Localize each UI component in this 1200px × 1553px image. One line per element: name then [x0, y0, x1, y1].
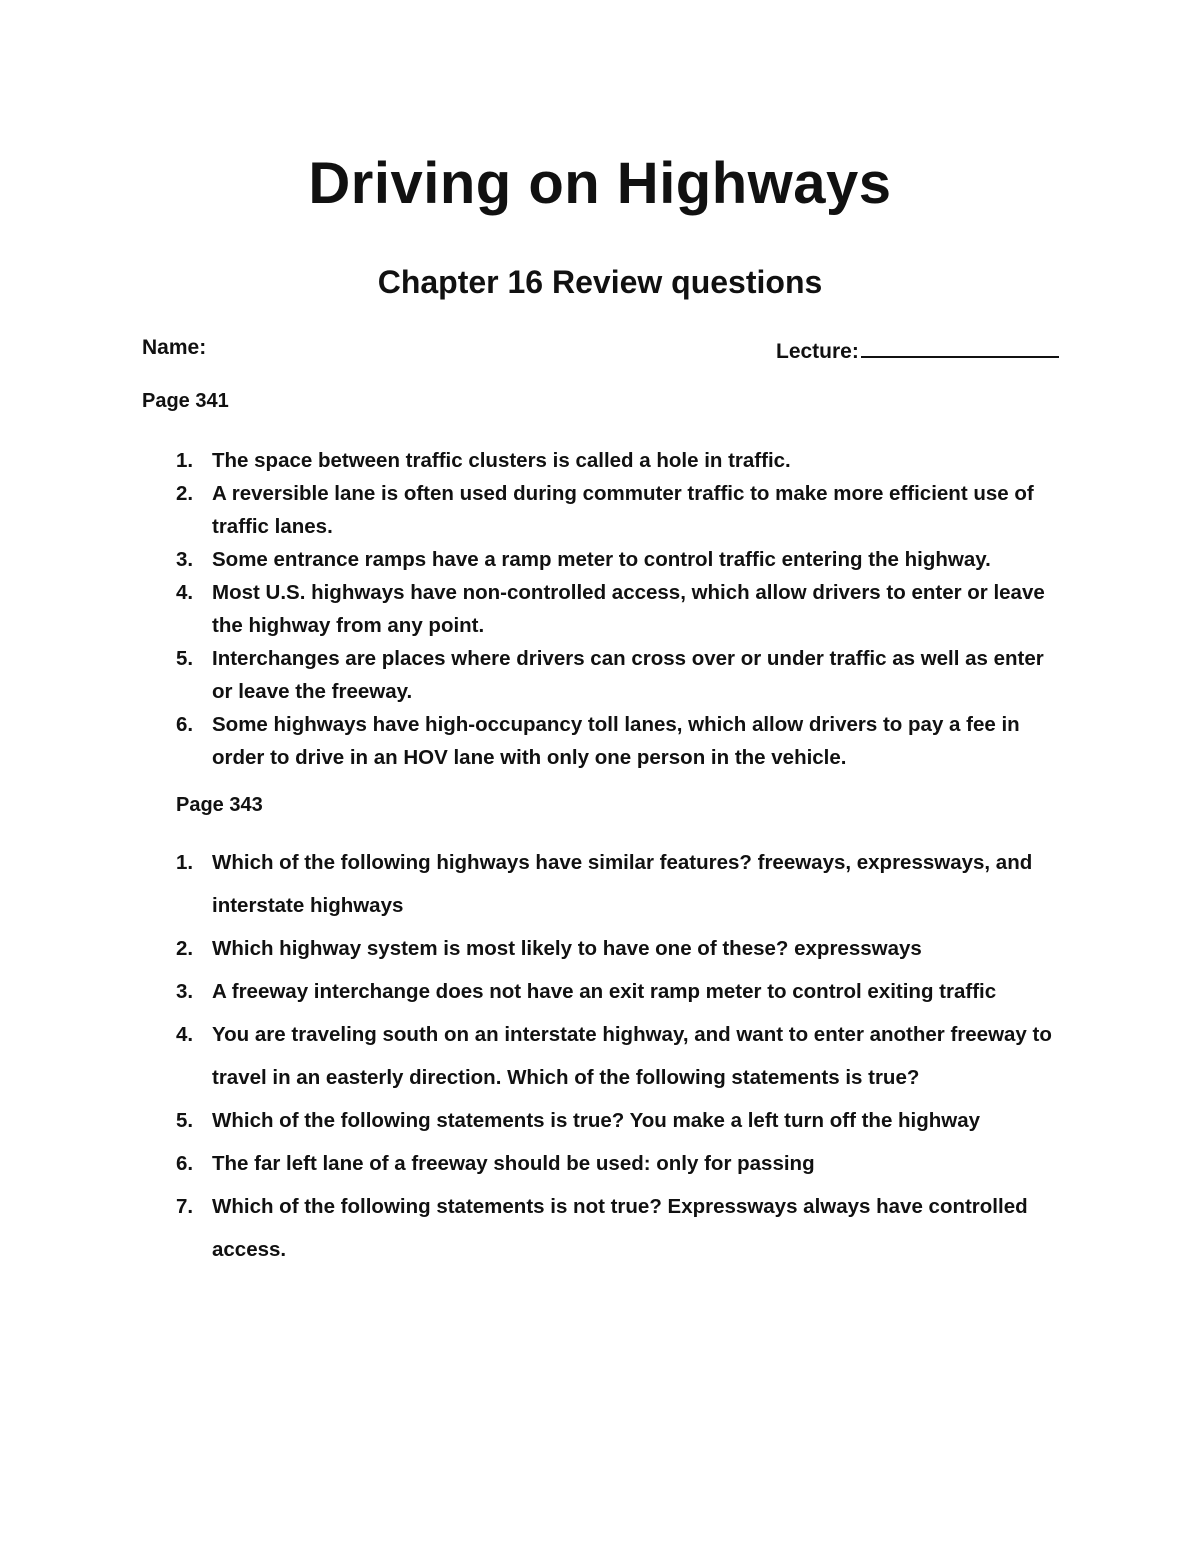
lecture-blank-line [861, 336, 1059, 358]
list-item [176, 477, 1066, 543]
list-item [176, 708, 1066, 774]
item-text: A reversible lane is often used during commuter traffic to make more efficient use of traffic lanes. [212, 482, 1034, 538]
list-item [176, 1099, 1066, 1142]
name-label-text: Name: [142, 336, 207, 359]
item-number: 2. [176, 482, 194, 505]
lecture-label-text: Lecture: [776, 340, 859, 363]
item-number: 5. [176, 647, 194, 670]
list-item [176, 1013, 1066, 1099]
item-number: 4. [176, 581, 194, 604]
item-text: You are traveling south on an interstate highway, and want to enter another freeway to travel in an easterly direction. Which of the following statements is true? [212, 1023, 1052, 1089]
list-item [176, 642, 1066, 708]
item-text: Interchanges are places where drivers can cross over or under traffic as well as enter or leave the freeway. [212, 647, 1044, 703]
lecture-field-label [776, 336, 1059, 364]
item-number: 1. [176, 851, 194, 874]
list-item [176, 927, 1066, 970]
list-item [176, 543, 1066, 576]
item-number: 6. [176, 713, 194, 736]
item-text: Most U.S. highways have non-controlled access, which allow drivers to enter or leave the highway from any point. [212, 581, 1045, 637]
item-number: 5. [176, 1109, 194, 1132]
document-title: Driving on Highways [308, 151, 892, 216]
item-text: A freeway interchange does not have an exit ramp meter to control exiting traffic [212, 980, 997, 1003]
item-text: Some entrance ramps have a ramp meter to control traffic entering the highway. [212, 548, 991, 571]
item-number: 4. [176, 1023, 194, 1046]
item-text: Which of the following highways have similar features? freeways, expressways, and interstate highways [212, 851, 1033, 917]
item-text: Which of the following statements is true? You make a left turn off the highway [212, 1109, 981, 1132]
item-number: 1. [176, 449, 194, 472]
list-item [176, 444, 1066, 477]
question-list-page-343 [176, 841, 1066, 1271]
section-heading-page-343: Page 343 [176, 794, 263, 816]
list-item [176, 576, 1066, 642]
item-number: 2. [176, 937, 194, 960]
item-number: 3. [176, 548, 194, 571]
item-text: Which of the following statements is not true? Expressways always have controlled access. [212, 1195, 1028, 1261]
list-item [176, 970, 1066, 1013]
name-field-label [142, 336, 206, 360]
list-item [176, 841, 1066, 927]
item-text: Which highway system is most likely to have one of these? expressways [212, 937, 922, 960]
document-subtitle: Chapter 16 Review questions [377, 264, 823, 300]
list-item [176, 1185, 1066, 1271]
item-number: 7. [176, 1195, 194, 1218]
item-text: The space between traffic clusters is called a hole in traffic. [212, 449, 791, 472]
item-number: 3. [176, 980, 194, 1003]
list-item [176, 1142, 1066, 1185]
item-text: The far left lane of a freeway should be used: only for passing [212, 1152, 815, 1175]
section-heading-page-341: Page 341 [142, 390, 229, 412]
item-number: 6. [176, 1152, 194, 1175]
question-list-page-341 [176, 444, 1066, 774]
item-text: Some highways have high-occupancy toll lanes, which allow drivers to pay a fee in order to drive in an HOV lane with only one person in the vehicle. [212, 713, 1020, 769]
